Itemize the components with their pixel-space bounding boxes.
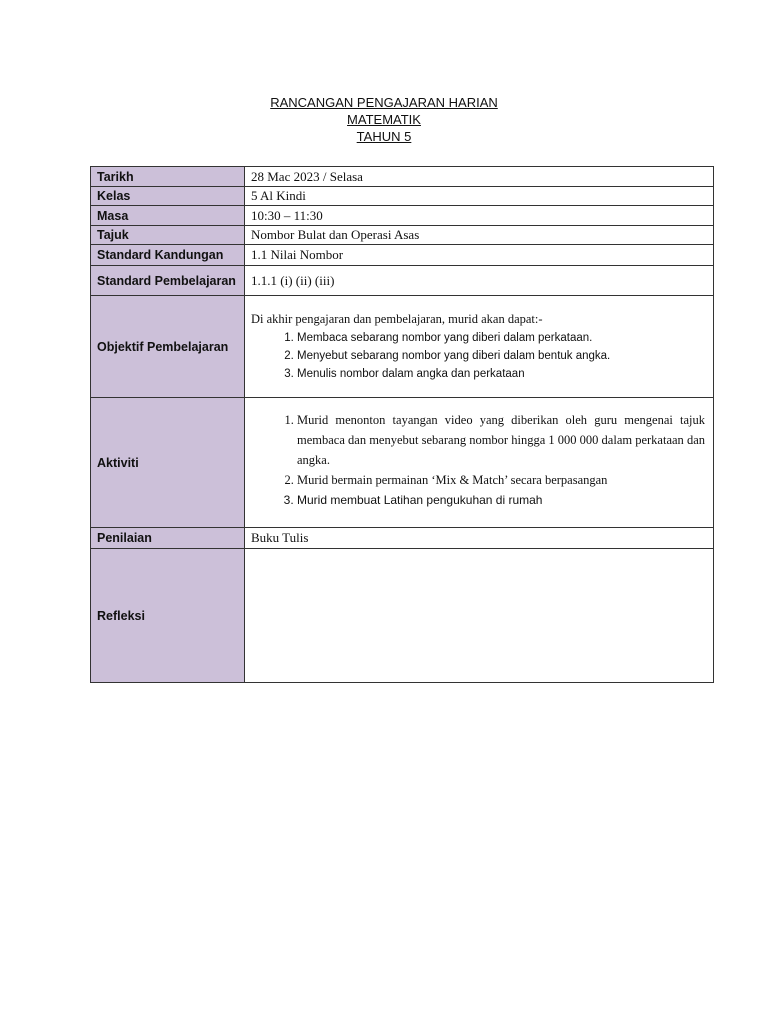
aktiviti-item: 2. Murid bermain permainan ‘Mix & Match’ secara berpasangan	[297, 470, 705, 490]
label-kelas: Kelas	[91, 187, 245, 206]
objektif-intro: Di akhir pengajaran dan pembelajaran, murid akan dapat:-	[251, 312, 543, 326]
objektif-item: 2. Menyebut sebarang nombor yang diberi dalam bentuk angka.	[297, 347, 707, 365]
value-tarikh: 28 Mac 2023 / Selasa	[245, 167, 714, 187]
title-line-1: RANCANGAN PENGAJARAN HARIAN	[270, 95, 498, 110]
document-title	[0, 94, 768, 145]
objektif-item: 1. Membaca sebarang nombor yang diberi dalam perkataan.	[297, 329, 707, 347]
value-kelas: 5 Al Kindi	[245, 187, 714, 206]
label-standard-pembelajaran: Standard Pembelajaran	[91, 266, 245, 296]
aktiviti-item: 3. Murid membuat Latihan pengukuhan di rumah	[297, 490, 705, 510]
aktiviti-item: 1. Murid menonton tayangan video yang diberikan oleh guru mengenai tajuk membaca dan menyebut sebarang nombor hingga 1 000 000 dalam perkataan dan angka.	[297, 410, 705, 470]
objektif-item: 3. Menulis nombor dalam angka dan perkataan	[297, 365, 707, 383]
value-standard-pembelajaran: 1.1.1 (i) (ii) (iii)	[245, 266, 714, 296]
lesson-plan-table	[90, 166, 714, 683]
label-masa: Masa	[91, 206, 245, 226]
value-refleksi	[245, 549, 714, 683]
value-aktiviti	[245, 398, 714, 528]
row-tarikh	[91, 167, 714, 187]
row-standard-pembelajaran	[91, 266, 714, 296]
value-tajuk: Nombor Bulat dan Operasi Asas	[245, 226, 714, 245]
row-standard-kandungan	[91, 245, 714, 266]
label-tarikh: Tarikh	[91, 167, 245, 187]
objektif-list	[251, 329, 707, 383]
value-objektif	[245, 296, 714, 398]
row-kelas	[91, 187, 714, 206]
label-objektif: Objektif Pembelajaran	[91, 296, 245, 398]
title-line-2: MATEMATIK	[347, 112, 421, 127]
value-penilaian: Buku Tulis	[245, 528, 714, 549]
label-refleksi: Refleksi	[91, 549, 245, 683]
label-penilaian: Penilaian	[91, 528, 245, 549]
value-masa: 10:30 – 11:30	[245, 206, 714, 226]
row-masa	[91, 206, 714, 226]
title-line-3: TAHUN 5	[356, 129, 412, 144]
row-tajuk	[91, 226, 714, 245]
aktiviti-list	[251, 410, 705, 510]
row-penilaian	[91, 528, 714, 549]
row-aktiviti	[91, 398, 714, 528]
label-tajuk: Tajuk	[91, 226, 245, 245]
row-refleksi	[91, 549, 714, 683]
label-standard-kandungan: Standard Kandungan	[91, 245, 245, 266]
label-aktiviti: Aktiviti	[91, 398, 245, 528]
value-standard-kandungan: 1.1 Nilai Nombor	[245, 245, 714, 266]
row-objektif	[91, 296, 714, 398]
